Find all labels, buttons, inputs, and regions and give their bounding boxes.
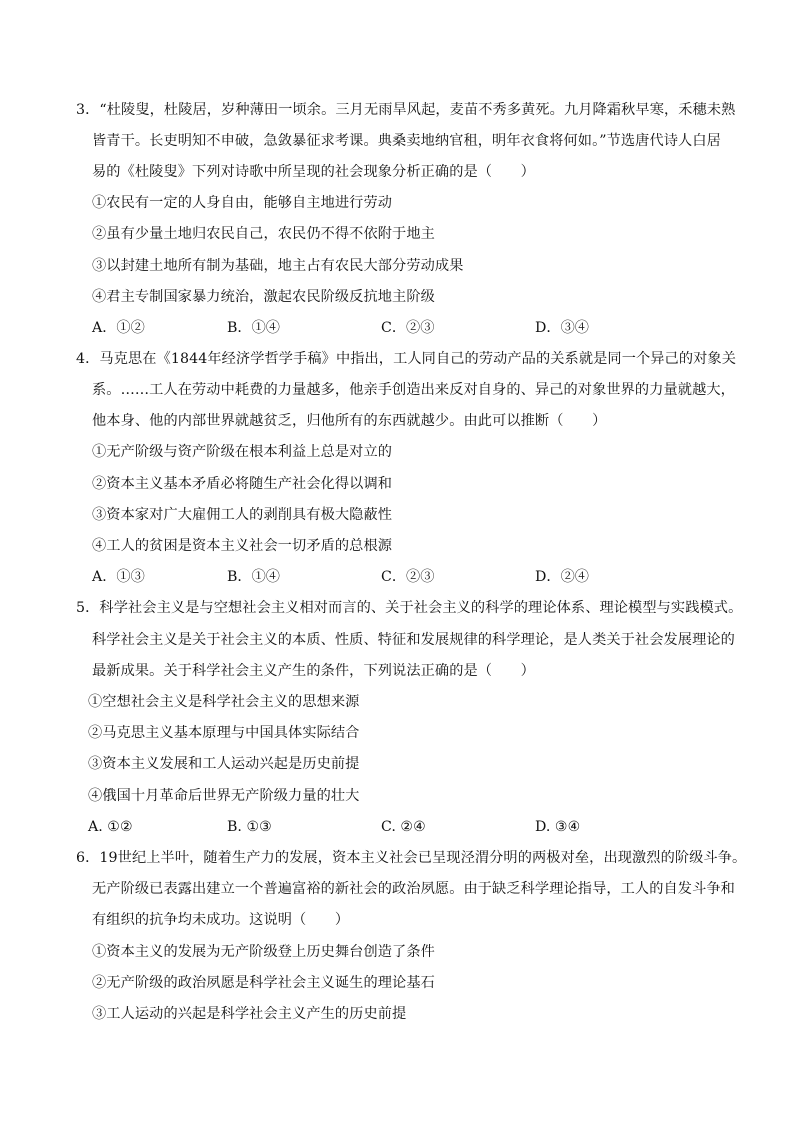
answer-option-d[interactable]: D．②④ — [535, 569, 589, 585]
question-stem-line: 有组织的抗争均未成功。这说明（ ） — [92, 912, 350, 928]
question-stem-line: 皆青干。长吏明知不申破，急敛暴征求考课。典桑卖地纳官租，明年衣食将何如。”节选唐代诗人白居 — [92, 133, 721, 149]
answer-option-a[interactable]: A．①③ — [92, 569, 145, 585]
statement-item: ③工人运动的兴起是科学社会主义产生的历史前提 — [92, 1006, 407, 1022]
question-stem-line: 最新成果。关于科学社会主义产生的条件，下列说法正确的是（ ） — [92, 663, 535, 679]
statement-item: ②马克思主义基本原理与中国具体实际结合 — [88, 725, 360, 741]
statement-item: ①空想社会主义是科学社会主义的思想来源 — [88, 694, 360, 710]
question-stem-line: 5．科学社会主义是与空想社会主义相对而言的、关于社会主义的科学的理论体系、理论模型与实践模式。 — [76, 600, 743, 616]
answer-option-c[interactable]: C. ②④ — [381, 819, 426, 835]
answer-option-d[interactable]: D. ③④ — [535, 819, 581, 835]
statement-item: ④工人的贫困是资本主义社会一切矛盾的总根源 — [92, 538, 393, 554]
question-stem-line: 3．“杜陵叟，杜陵居，岁种薄田一顷余。三月无雨旱风起，麦苗不秀多黄死。九月降霜秋早寒，禾穗未熟 — [76, 102, 736, 118]
answer-option-c[interactable]: C．②③ — [381, 320, 435, 336]
question-stem-line: 4．马克思在《1844年经济学哲学手稿》中指出，工人同自己的劳动产品的关系就是同一个异己的对象关 — [76, 351, 736, 367]
statement-item: ②无产阶级的政治夙愿是科学社会主义诞生的理论基石 — [92, 975, 435, 991]
answer-option-a[interactable]: A．①② — [92, 320, 145, 336]
answer-option-b[interactable]: B．①④ — [227, 320, 280, 336]
answer-option-a[interactable]: A. ①② — [88, 819, 133, 835]
answer-option-b[interactable]: B. ①③ — [227, 819, 272, 835]
question-stem-line: 科学社会主义是关于社会主义的本质、性质、特征和发展规律的科学理论，是人类关于社会发展理论的 — [92, 632, 735, 648]
statement-item: ④俄国十月革命后世界无产阶级力量的壮大 — [88, 788, 360, 804]
question-stem-line: 系。……工人在劳动中耗费的力量越多，他亲手创造出来反对自身的、异己的对象世界的力量就越大， — [92, 382, 735, 398]
answer-option-d[interactable]: D．③④ — [535, 320, 589, 336]
statement-item: ③以封建土地所有制为基础，地主占有农民大部分劳动成果 — [92, 258, 464, 274]
question-stem-line: 6．19世纪上半叶，随着生产力的发展，资本主义社会已呈现泾渭分明的两极对垒，出现激烈的阶级斗争。 — [76, 850, 747, 866]
statement-item: ①农民有一定的人身自由，能够自主地进行劳动 — [92, 195, 393, 211]
question-stem-line: 易的《杜陵叟》下列对诗歌中所呈现的社会现象分析正确的是（ ） — [92, 164, 535, 180]
statement-item: ②虽有少量土地归农民自己，农民仍不得不依附于地主 — [92, 226, 435, 242]
statement-item: ④君主专制国家暴力统治，激起农民阶级反抗地主阶级 — [92, 289, 435, 305]
statement-item: ①资本主义的发展为无产阶级登上历史舞台创造了条件 — [92, 944, 435, 960]
statement-item: ②资本主义基本矛盾必将随生产社会化得以调和 — [92, 476, 393, 492]
answer-option-b[interactable]: B．①④ — [227, 569, 280, 585]
statement-item: ③资本家对广大雇佣工人的剥削具有极大隐蔽性 — [92, 507, 393, 523]
statement-item: ①无产阶级与资产阶级在根本利益上总是对立的 — [92, 444, 393, 460]
answer-option-c[interactable]: C．②③ — [381, 569, 435, 585]
question-stem-line: 他本身、他的内部世界就越贫乏，归他所有的东西就越少。由此可以推断（ ） — [92, 413, 607, 429]
statement-item: ③资本主义发展和工人运动兴起是历史前提 — [88, 756, 360, 772]
question-stem-line: 无产阶级已表露出建立一个普遍富裕的新社会的政治夙愿。由于缺乏科学理论指导，工人的自发斗争和 — [92, 881, 735, 897]
